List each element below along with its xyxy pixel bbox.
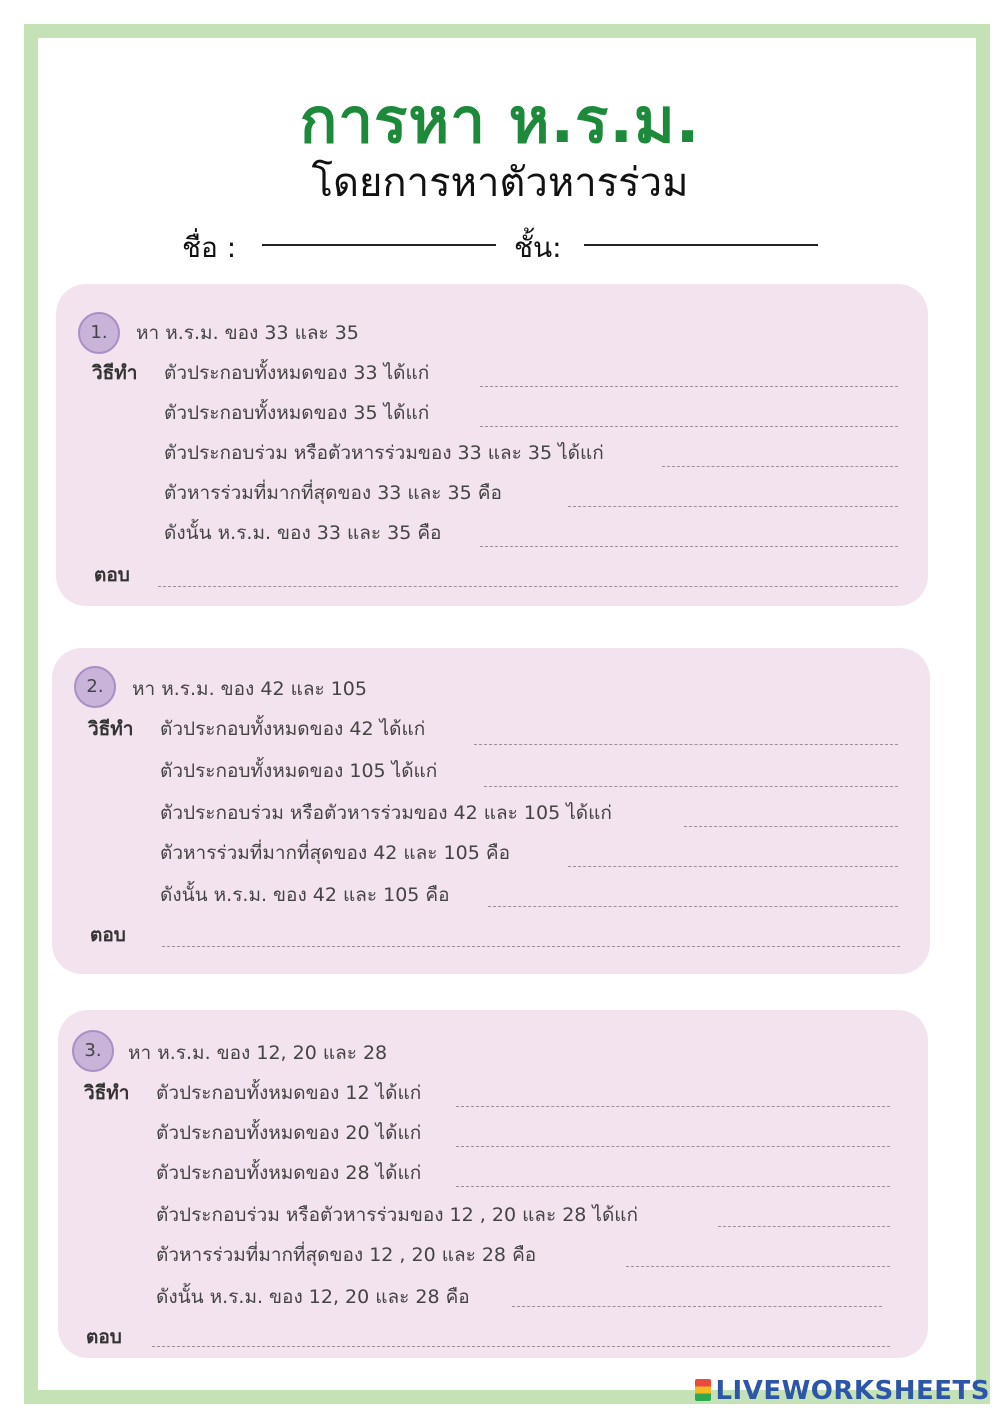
answer-line[interactable] — [718, 1226, 890, 1227]
method-label: วิธีทำ — [92, 362, 138, 384]
liveworksheets-icon — [695, 1379, 711, 1401]
step-label: ดังนั้น ห.ร.ม. ของ 42 และ 105 คือ — [160, 884, 450, 906]
question-number-badge: 2. — [74, 666, 116, 708]
answer-line[interactable] — [480, 426, 898, 427]
step-label: ตัวหารร่วมที่มากที่สุดของ 33 และ 35 คือ — [164, 482, 502, 504]
answer-line[interactable] — [488, 906, 898, 907]
method-label: วิธีทำ — [84, 1082, 130, 1104]
method-label: วิธีทำ — [88, 718, 134, 740]
answer-line[interactable] — [568, 866, 898, 867]
answer-line[interactable] — [484, 786, 898, 787]
question-number-badge: 1. — [78, 312, 120, 354]
step-label: ดังนั้น ห.ร.ม. ของ 12, 20 และ 28 คือ — [156, 1286, 470, 1308]
final-answer-line[interactable] — [162, 946, 900, 947]
answer-label: ตอบ — [94, 564, 130, 586]
page-subtitle: โดยการหาตัวหารร่วม — [311, 160, 689, 206]
answer-line[interactable] — [662, 466, 898, 467]
step-label: ตัวประกอบร่วม หรือตัวหารร่วมของ 12 , 20 และ 28 ได้แก่ — [156, 1204, 639, 1226]
final-answer-line[interactable] — [158, 586, 898, 587]
step-label: ตัวประกอบทั้งหมดของ 20 ได้แก่ — [156, 1122, 422, 1144]
step-label: ตัวหารร่วมที่มากที่สุดของ 42 และ 105 คือ — [160, 842, 510, 864]
answer-line[interactable] — [456, 1106, 890, 1107]
step-label: ตัวประกอบทั้งหมดของ 12 ได้แก่ — [156, 1082, 422, 1104]
step-label: ตัวประกอบทั้งหมดของ 28 ได้แก่ — [156, 1162, 422, 1184]
name-field[interactable] — [262, 244, 496, 246]
step-label: ตัวประกอบทั้งหมดของ 33 ได้แก่ — [164, 362, 430, 384]
class-field[interactable] — [584, 244, 818, 246]
class-label: ชั้น: — [514, 231, 562, 264]
answer-line[interactable] — [480, 546, 898, 547]
page-title: การหา ห.ร.ม. — [299, 84, 701, 157]
question-prompt: หา ห.ร.ม. ของ 33 และ 35 — [136, 322, 359, 344]
answer-line[interactable] — [626, 1266, 890, 1267]
name-label: ชื่อ : — [182, 231, 237, 264]
question-prompt: หา ห.ร.ม. ของ 42 และ 105 — [132, 678, 367, 700]
answer-line[interactable] — [456, 1146, 890, 1147]
question-number-badge: 3. — [72, 1030, 114, 1072]
step-label: ตัวประกอบร่วม หรือตัวหารร่วมของ 33 และ 35 ได้แก่ — [164, 442, 604, 464]
answer-line[interactable] — [474, 744, 898, 745]
step-label: ตัวประกอบร่วม หรือตัวหารร่วมของ 42 และ 105 ได้แก่ — [160, 802, 612, 824]
answer-line[interactable] — [480, 386, 898, 387]
step-label: ตัวประกอบทั้งหมดของ 42 ได้แก่ — [160, 718, 426, 740]
logo-text: LIVEWORKSHEETS — [715, 1376, 990, 1406]
step-label: ดังนั้น ห.ร.ม. ของ 33 และ 35 คือ — [164, 522, 442, 544]
answer-line[interactable] — [684, 826, 898, 827]
answer-label: ตอบ — [90, 924, 126, 946]
answer-label: ตอบ — [86, 1326, 122, 1348]
question-prompt: หา ห.ร.ม. ของ 12, 20 และ 28 — [128, 1042, 388, 1064]
step-label: ตัวหารร่วมที่มากที่สุดของ 12 , 20 และ 28 คือ — [156, 1244, 537, 1266]
answer-line[interactable] — [512, 1306, 882, 1307]
liveworksheets-logo — [695, 1376, 990, 1406]
step-label: ตัวประกอบทั้งหมดของ 105 ได้แก่ — [160, 760, 438, 782]
step-label: ตัวประกอบทั้งหมดของ 35 ได้แก่ — [164, 402, 430, 424]
answer-line[interactable] — [568, 506, 898, 507]
final-answer-line[interactable] — [152, 1346, 890, 1347]
answer-line[interactable] — [456, 1186, 890, 1187]
